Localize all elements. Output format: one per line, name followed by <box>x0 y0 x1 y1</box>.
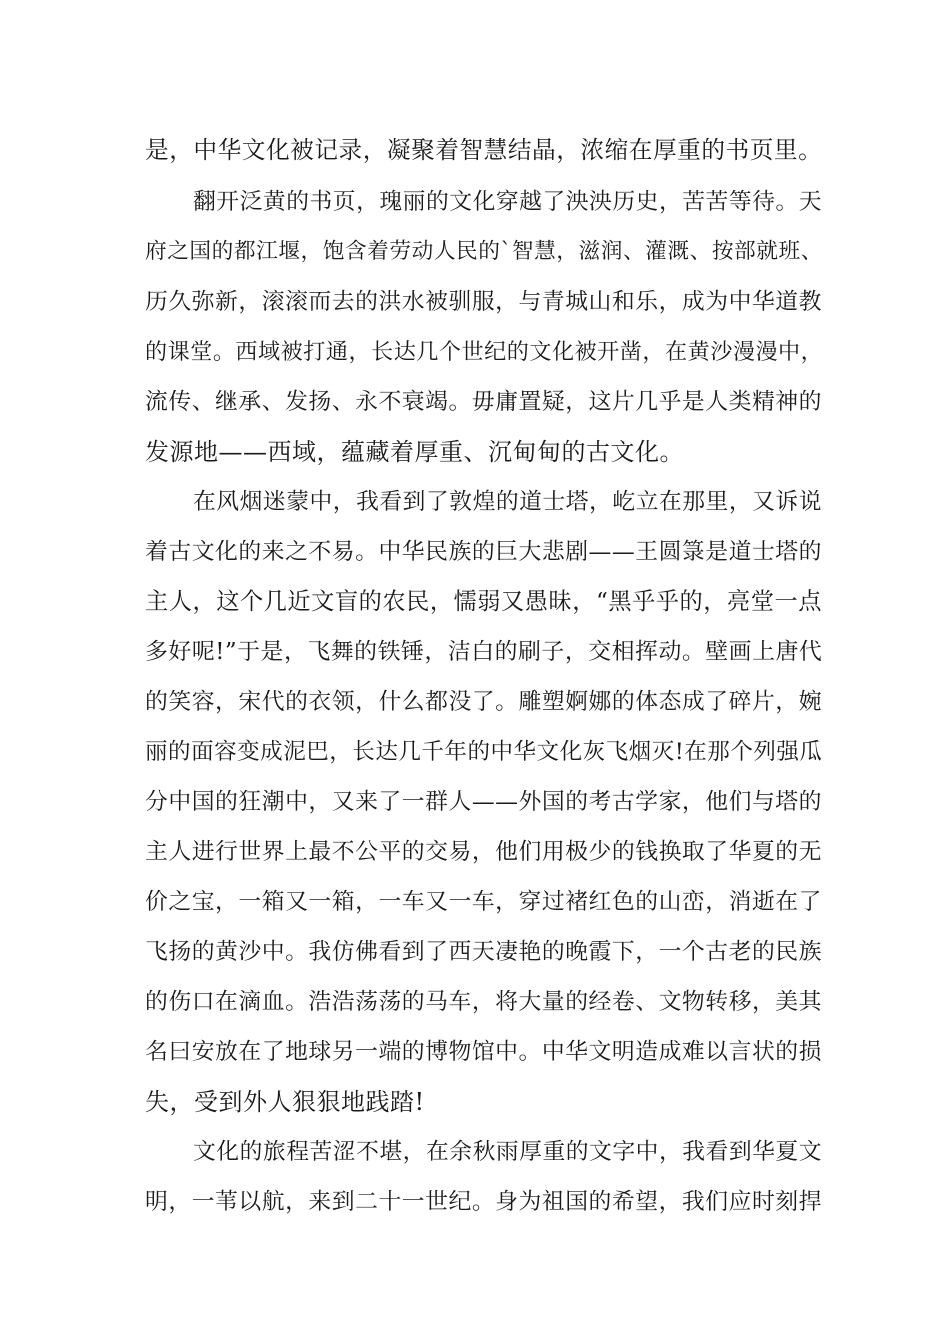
text-line: 失，受到外人狠狠地践踏! <box>145 1088 425 1116</box>
paragraph-start-line: 在风烟迷蒙中，我看到了敦煌的道士塔，屹立在那里，又诉说 <box>193 489 823 515</box>
text-line: 历久弥新，滚滚而去的洪水被驯服，与青城山和乐，成为中华道教 <box>145 289 822 315</box>
text-line: 丽的面容变成泥巴，长达几千年的中华文化灰飞烟灭!在那个列强瓜 <box>145 739 823 765</box>
text-line: 分中国的狂潮中，又来了一群人——外国的考古学家，他们与塔的 <box>145 789 822 815</box>
paragraph-start-line: 文化的旅程苦涩不堪，在余秋雨厚重的文字中，我看到华夏文 <box>193 1139 823 1165</box>
text-line: 府之国的都江堰，饱含着劳动人民的`智慧，滋润、灌溉、按部就班、 <box>145 239 823 264</box>
text-line: 的伤口在滴血。浩浩荡荡的马车，将大量的经卷、文物转移，美其 <box>145 989 822 1015</box>
text-line: 多好呢!”于是，飞舞的铁锤，洁白的刷子，交相挥动。壁画上唐代 <box>145 639 823 665</box>
text-line: 着古文化的来之不易。中华民族的巨大悲剧——王圆箓是道士塔的 <box>145 539 822 565</box>
text-line: 发源地——西域，蕴藏着厚重、沉甸甸的古文化。 <box>145 438 684 466</box>
text-line: 是，中华文化被记录，凝聚着智慧结晶，浓缩在厚重的书页里。 <box>145 136 823 164</box>
paragraph-start-line: 翻开泛黄的书页，瑰丽的文化穿越了泱泱历史，苦苦等待。天 <box>193 189 823 215</box>
text-line: 主人进行世界上最不公平的交易，他们用极少的钱换取了华夏的无 <box>145 839 822 865</box>
text-line: 飞扬的黄沙中。我仿佛看到了西天凄艳的晚霞下，一个古老的民族 <box>145 939 822 965</box>
text-line: 明，一苇以航，来到二十一世纪。身为祖国的希望，我们应时刻捍 <box>145 1189 822 1215</box>
text-line: 的笑容，宋代的衣领，什么都没了。雕塑婀娜的体态成了碎片，婉 <box>145 689 822 715</box>
text-line: 名曰安放在了地球另一端的博物馆中。中华文明造成难以言状的损 <box>145 1039 822 1065</box>
text-line: 价之宝，一箱又一箱，一车又一车，穿过褚红色的山峦，消逝在了 <box>145 889 822 915</box>
text-line: 主人，这个几近文盲的农民，懦弱又愚昧，“黑乎乎的，亮堂一点 <box>145 588 822 615</box>
text-line: 流传、继承、发扬、永不衰竭。毋庸置疑，这片几乎是人类精神的 <box>145 389 822 415</box>
text-line: 的课堂。西域被打通，长达几个世纪的文化被开凿，在黄沙漫漫中， <box>145 339 824 365</box>
